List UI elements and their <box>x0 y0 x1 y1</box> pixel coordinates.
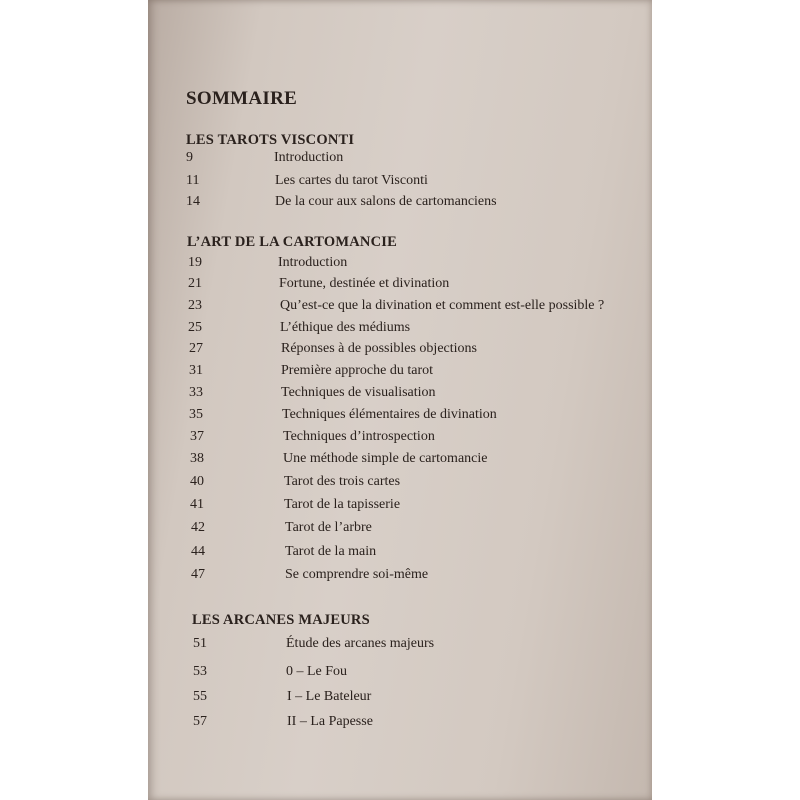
toc-entry-title: Introduction <box>278 255 348 270</box>
toc-entry-title: II – La Papesse <box>287 714 373 729</box>
toc-page-number: 40 <box>190 474 204 489</box>
toc-entry-title: Tarot de l’arbre <box>285 520 372 535</box>
toc-entry-title: Étude des arcanes majeurs <box>286 636 435 651</box>
toc-page-number: 51 <box>193 636 207 651</box>
toc-page-number: 55 <box>193 689 207 704</box>
toc-page-number: 35 <box>189 407 203 422</box>
toc-entry-title: De la cour aux salons de cartomanciens <box>275 194 497 209</box>
toc-page-number: 19 <box>188 255 202 270</box>
toc-page-number: 21 <box>188 276 202 291</box>
toc-page-number: 41 <box>190 497 204 512</box>
toc-page-number: 38 <box>190 451 204 466</box>
toc-entry-title: Première approche du tarot <box>281 363 433 378</box>
toc-entry-title: Tarot de la tapisserie <box>284 497 401 512</box>
toc-page-number: 31 <box>189 363 203 378</box>
toc-entry-title: Réponses à de possibles objections <box>281 341 477 356</box>
toc-page-number: 47 <box>191 567 205 582</box>
section-title: LES TAROTS VISCONTI <box>186 132 355 148</box>
toc-page-number: 57 <box>193 714 207 729</box>
toc-page-number: 23 <box>188 298 202 313</box>
toc-entry-title: Techniques élémentaires de divination <box>282 407 497 422</box>
toc-entry-title: Fortune, destinée et divination <box>279 276 450 291</box>
toc-entry-title: Tarot de la main <box>285 544 377 559</box>
page-title: SOMMAIRE <box>186 88 298 109</box>
toc-page-number: 14 <box>186 194 200 209</box>
toc-entry-title: Une méthode simple de cartomancie <box>283 451 488 466</box>
section-title: L’ART DE LA CARTOMANCIE <box>187 234 397 250</box>
toc-page-number: 42 <box>191 520 205 535</box>
toc-entry-title: Techniques d’introspection <box>283 429 435 444</box>
toc-entry-title: Tarot des trois cartes <box>284 474 401 489</box>
section-title: LES ARCANES MAJEURS <box>192 612 370 628</box>
toc-page-number: 33 <box>189 385 203 400</box>
toc-page-number: 11 <box>186 173 200 188</box>
toc-page-number: 9 <box>186 150 193 165</box>
toc-page-number: 27 <box>189 341 203 356</box>
toc-entry-title: I – Le Bateleur <box>287 689 372 704</box>
toc-entry-title: L’éthique des médiums <box>280 320 411 335</box>
book-page <box>148 0 652 800</box>
toc-entry-title: Les cartes du tarot Visconti <box>275 173 428 188</box>
toc-page-number: 44 <box>191 544 205 559</box>
toc-entry-title: Introduction <box>274 150 344 165</box>
toc-page-number: 37 <box>190 429 204 444</box>
toc-entry-title: Techniques de visualisation <box>281 385 436 400</box>
toc-page-number: 25 <box>188 320 202 335</box>
toc-page-number: 53 <box>193 664 207 679</box>
toc-entry-title: 0 – Le Fou <box>286 664 348 679</box>
toc-entry-title: Qu’est-ce que la divination et comment est-elle possible ? <box>280 298 605 313</box>
toc-entry-title: Se comprendre soi-même <box>285 567 429 582</box>
